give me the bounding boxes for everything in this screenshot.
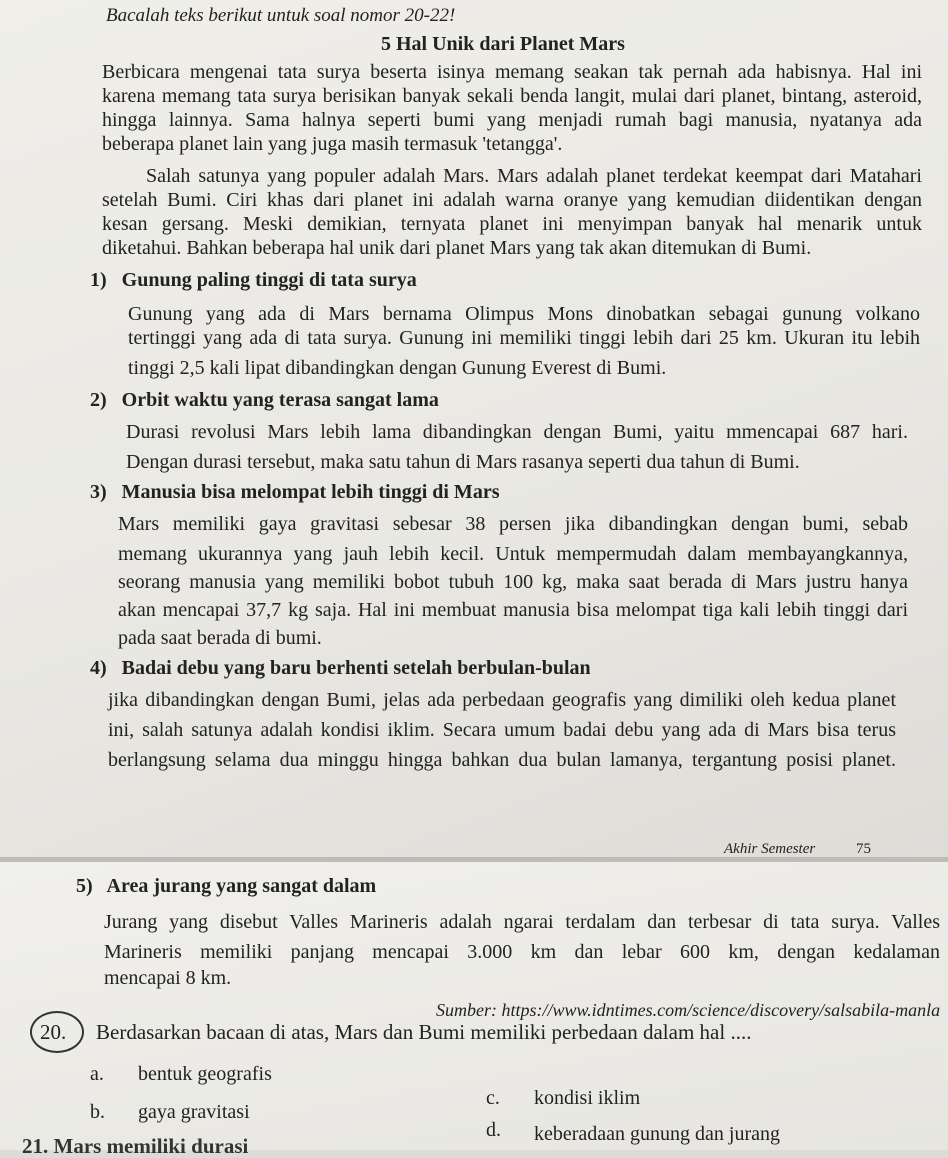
- section-heading: 1) Gunung paling tinggi di tata surya: [90, 269, 417, 291]
- section-line: pada saat berada di bumi.: [118, 627, 322, 649]
- question-number: 20.: [40, 1020, 67, 1044]
- option-text[interactable]: keberadaan gunung dan jurang: [534, 1123, 781, 1145]
- section-line: Dengan durasi tersebut, maka satu tahun di Mars rasanya seperti dua tahun di Bumi.: [126, 451, 800, 473]
- paragraph-line: diketahui. Bahkan beberapa hal unik dari planet Mars yang tak akan ditemukan di Bumi.: [102, 237, 812, 259]
- section-line: Marineris memiliki panjang mencapai 3.000 km dan lebar 600 km, dengan kedalaman: [104, 941, 940, 963]
- option-text[interactable]: kondisi iklim: [534, 1087, 641, 1109]
- section-heading: 5) Area jurang yang sangat dalam: [76, 875, 377, 897]
- paragraph-line: karena memang tata surya berisikan banyak sekali benda langit, mulai dari planet, bintang, asteroid,: [102, 85, 922, 107]
- section-line: Mars memiliki gaya gravitasi sebesar 38 persen jika dibandingkan dengan bumi, sebab: [118, 513, 908, 535]
- section-line: ini, salah satunya adalah kondisi iklim. Secara umum badai debu yang ada di Mars bisa terus: [108, 719, 896, 741]
- source-citation: Sumber: https://www.idntimes.com/science/discovery/salsabila-manla: [436, 1000, 941, 1020]
- option-letter[interactable]: a.: [90, 1063, 104, 1085]
- section-line: tertinggi yang ada di tata surya. Gunung ini memiliki tinggi lebih dari 25 km. Ukuran itu lebih: [128, 327, 920, 349]
- section-line: akan mencapai 37,7 kg saja. Hal ini membuat manusia bisa melompat tiga kali lebih tinggi dari: [118, 599, 908, 621]
- footer-label: Akhir Semester: [724, 841, 816, 857]
- section-line: berlangsung selama dua minggu hingga bahkan dua bulan lamanya, tergantung posisi planet.: [108, 749, 896, 771]
- section-line: jika dibandingkan dengan Bumi, jelas ada perbedaan geografis yang dimiliki oleh kedua planet: [108, 689, 896, 711]
- question-text: Berdasarkan bacaan di atas, Mars dan Bumi memiliki perbedaan dalam hal ....: [96, 1020, 752, 1044]
- section-line: Jurang yang disebut Valles Marineris adalah ngarai terdalam dan terbesar di tata surya. Valles: [104, 911, 940, 933]
- instruction-text: Bacalah teks berikut untuk soal nomor 20-22!: [106, 5, 456, 26]
- section-heading: 4) Badai debu yang baru berhenti setelah berbulan-bulan: [90, 657, 591, 679]
- option-letter[interactable]: c.: [486, 1087, 500, 1109]
- paragraph-line: beberapa planet lain yang juga masih termasuk 'tetangga'.: [102, 133, 563, 155]
- paragraph-line: setelah Bumi. Ciri khas dari planet ini adalah warna oranye yang kemudian diidentikan dengan: [102, 189, 922, 211]
- section-line: Durasi revolusi Mars lebih lama dibandingkan dengan Bumi, yaitu mmencapai 687 hari.: [126, 421, 908, 443]
- option-text[interactable]: bentuk geografis: [138, 1063, 272, 1085]
- section-heading: 3) Manusia bisa melompat lebih tinggi di Mars: [90, 481, 500, 503]
- paragraph-line: Salah satunya yang populer adalah Mars. Mars adalah planet terdekat keempat dari Matahari: [146, 165, 922, 187]
- section-line: Gunung yang ada di Mars bernama Olimpus Mons dinobatkan sebagai gunung volkano: [128, 303, 920, 325]
- section-heading: 2) Orbit waktu yang terasa sangat lama: [90, 389, 439, 411]
- section-line: memang ukurannya yang jauh lebih kecil. Untuk mempermudah dalam membayangkannya,: [118, 543, 908, 565]
- section-line: seorang manusia yang memiliki bobot tubuh 100 kg, maka saat berada di Mars justru hanya: [118, 571, 908, 593]
- option-letter[interactable]: b.: [90, 1101, 105, 1123]
- option-text[interactable]: gaya gravitasi: [138, 1101, 250, 1123]
- option-letter[interactable]: d.: [486, 1119, 501, 1141]
- page-number: 75: [856, 841, 871, 857]
- next-question-partial: 21. Mars memiliki durasi: [22, 1134, 249, 1158]
- paragraph-line: kesan gersang. Meski demikian, ternyata planet ini menyimpan banyak hal menarik untuk: [102, 213, 922, 235]
- article-title: 5 Hal Unik dari Planet Mars: [381, 33, 625, 55]
- paragraph-line: hingga lainnya. Sama halnya seperti bumi yang menjadi rumah bagi manusia, nyatanya ada: [102, 109, 922, 131]
- section-line: mencapai 8 km.: [104, 967, 232, 989]
- paragraph-line: Berbicara mengenai tata surya beserta isinya memang seakan tak pernah ada habisnya. Hal ini: [102, 61, 922, 83]
- section-line: tinggi 2,5 kali lipat dibandingkan dengan Gunung Everest di Bumi.: [128, 357, 667, 379]
